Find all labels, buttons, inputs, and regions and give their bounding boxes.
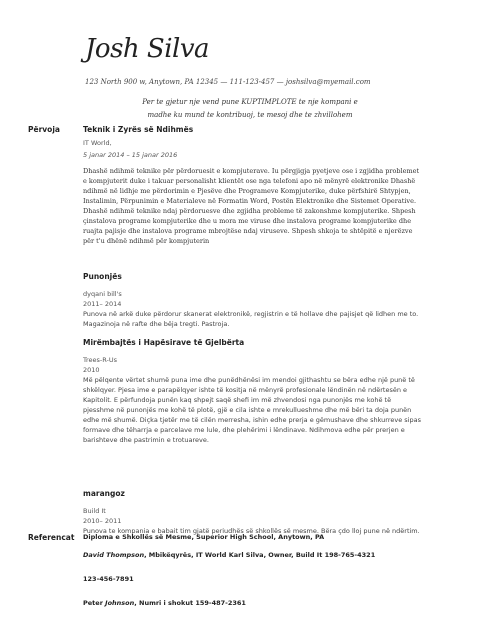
job-description: Punova në arkë duke përdorur skanerat elektronikë, regjistrin e të hollave dhe pajisjet që lidhen me to. Magazinoja në rafte dhe bëja tregti. Pastroja. xyxy=(83,310,419,328)
job-dates: 5 janar 2014 – 15 janar 2016 xyxy=(83,151,178,159)
reference-2 xyxy=(83,599,423,607)
reference-phone: 123-456-7891 xyxy=(83,575,134,583)
section-label-references: Referencat xyxy=(28,533,75,542)
reference-2-first-name: Peter xyxy=(83,599,106,607)
job-title: marangoz xyxy=(83,489,125,498)
reference-1-details: , Mbikëqyrës, IT World Karl Silva, Owner, Build It 198-765-4321 xyxy=(144,551,376,559)
reference-1 xyxy=(83,551,423,559)
job-title: Punonjës xyxy=(83,272,122,281)
section-label-experience: Përvoja xyxy=(28,125,60,134)
job-dates: 2010– 2011 xyxy=(83,517,122,525)
job-4 xyxy=(83,489,423,536)
contact-line: 123 North 900 w, Anytown, PA 12345 — 111-123-457 — joshsilva@myemail.com xyxy=(85,78,371,86)
job-dates: 2010 xyxy=(83,366,100,374)
job-employer: dyqani bill's xyxy=(83,290,122,298)
objective-line-1: Per te gjetur nje vend pune KUPTIMPLOTE te nje kompani e xyxy=(142,98,358,106)
job-title: Mirëmbajtës i Hapësirave të Gjelbërta xyxy=(83,338,245,347)
references-block xyxy=(83,533,423,607)
job-dates: 2011– 2014 xyxy=(83,300,122,308)
job-employer: IT World, xyxy=(83,139,112,147)
job-employer: Trees-R-Us xyxy=(83,356,118,364)
job-1 xyxy=(83,125,423,246)
job-2 xyxy=(83,272,423,329)
reference-2-last-name: Johnson xyxy=(105,599,135,607)
job-title: Teknik i Zyrës së Ndihmës xyxy=(83,125,194,134)
job-description: Punova te kompania e babait tim gjatë periudhës së shkollës së mesme. Bëra çdo lloj pune në ndërtim. xyxy=(83,527,420,535)
reference-1-name: David Thompson xyxy=(83,551,145,559)
reference-2-details: , Numri i shokut 159-487-2361 xyxy=(134,599,246,607)
objective xyxy=(85,96,415,122)
job-description: Dhashë ndihmë teknike për përdoruesit e kompjuterave. Iu përgjigja pyetjeve ose i zgjidha problemet e kompjuterit duke i takuar personalisht klientët ose nga telefoni apo në mënyrë elektronike Dhashë ndihmë në lidhje me përdorimin e Pjesëve dhe Programeve Kompjuterike, duke përfshirë Shtypjen, Instalimin, Përpunimin e Materialeve në Formatin Word, Postën Elektronike dhe Sistemet Operative. Dhashë ndihmë teknike ndaj përdoruesve dhe zgjidha probleme të zakonshme kompjuterike. Shpesh çinstalova programe kompjuterike dhe u mora me viruse dhe instalova programe kompjuterike dhe ruajta pajisje dhe instalova programe mbrojtëse ndaj viruseve. Shpesh shkoja te shtëpitë e njerëzve për t'u dhënë ndihmë për kompjuterin xyxy=(83,167,420,245)
job-description: Më pëlqente vërtet shumë puna ime dhe punëdhënësi im mendoi gjithashtu se bëra edhe një punë të shkëlqyer. Pjesa ime e parapëlqyer ishte të kositja në mënyrë profesionale lëndinën në ndërtesën e Kapitolit. E përfundoja punën kaq shpejt saqë shefi im më zhvendosi nga punonjës me kohë të pjesshme në punonjës me kohë të plotë, gjë e cila ishte e mrekullueshme dhe më bëri ta doja punën edhe më shumë. Diçka tjetër me të cilën merresha, ishin edhe prerja e gëmushave dhe shkurreve sipas formave dhe tëharrja e parcelave me lule, dhe plehërimi i lëndinave. Ndihmova edhe për prerjen e barishteve dhe pastrimin e trotuareve. xyxy=(83,376,421,444)
job-employer: Build It xyxy=(83,507,106,515)
candidate-name: Josh Silva xyxy=(85,34,210,64)
objective-line-2: madhe ku mund te kontribuoj, te mesoj dhe te zhvillohem xyxy=(147,111,353,119)
job-3 xyxy=(83,338,423,445)
reference-school: Diploma e Shkollës së Mesme, Superior High School, Anytown, PA xyxy=(83,533,325,541)
